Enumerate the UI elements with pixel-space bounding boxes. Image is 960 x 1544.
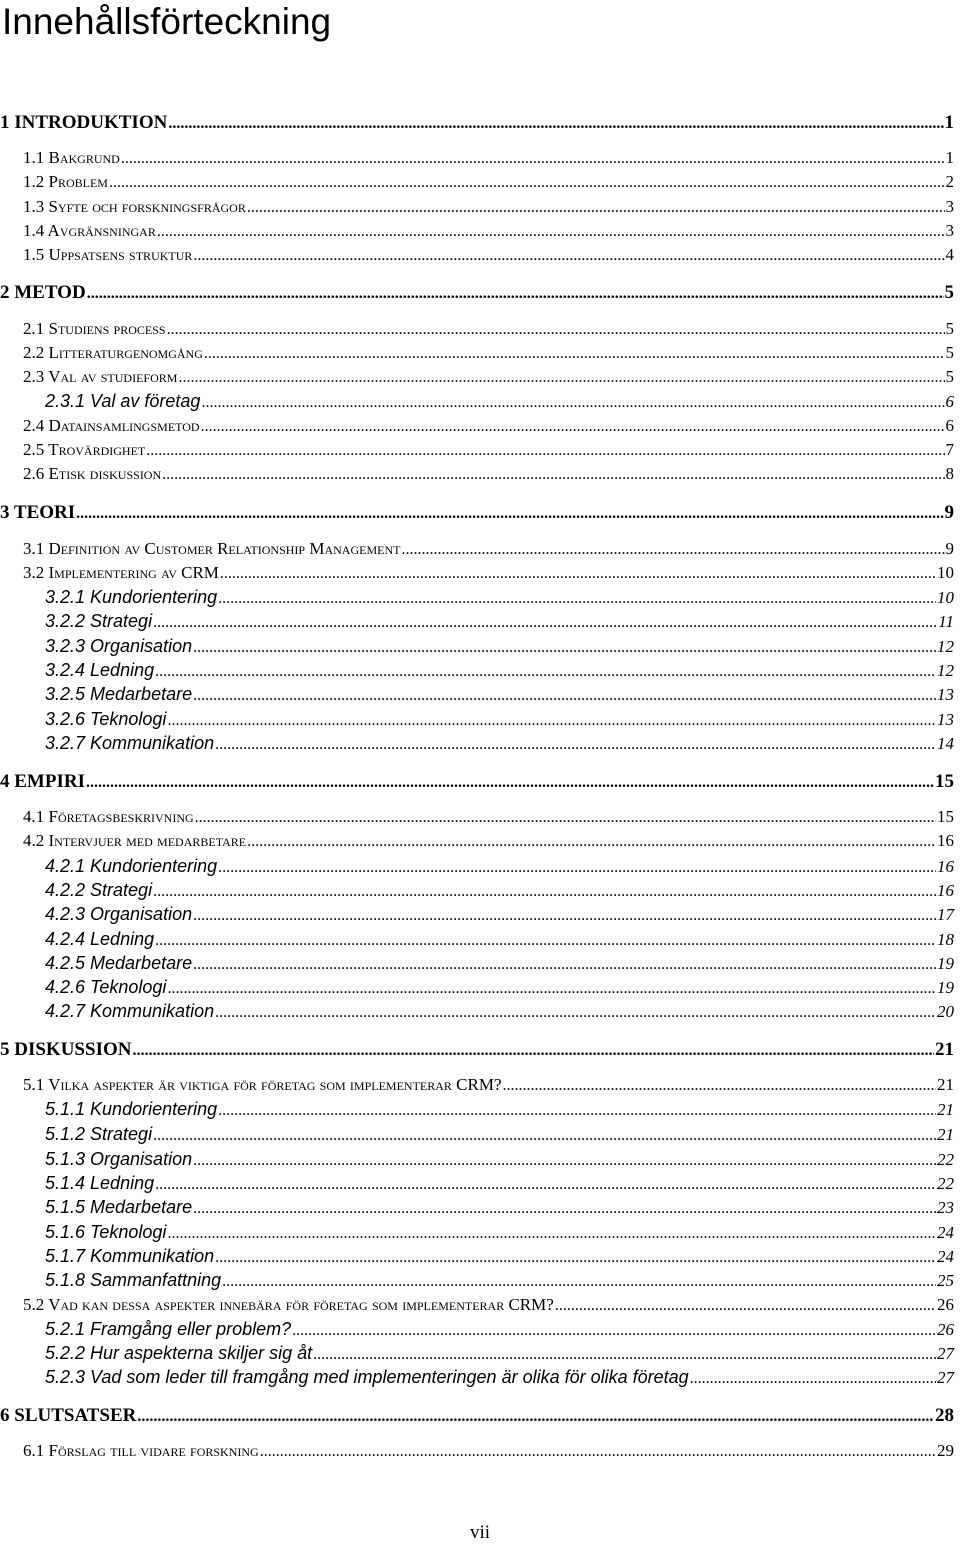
dot-leader [201, 394, 944, 412]
toc-subsection [45, 904, 954, 928]
toc-entry-label: 4.2.4 Ledning [45, 929, 155, 949]
toc-entry-page: 15 [937, 807, 954, 826]
dot-leader [86, 774, 934, 792]
toc-entry-page: 26 [937, 1320, 954, 1339]
toc-entry-page: 27 [937, 1344, 954, 1363]
dot-leader [153, 883, 936, 901]
dot-leader [157, 223, 945, 241]
toc-section [23, 148, 954, 172]
toc-entry-page: 13 [937, 710, 954, 729]
toc-entry-page: 13 [937, 685, 954, 704]
dot-leader [401, 541, 944, 559]
toc-entry-page: 10 [937, 588, 954, 607]
toc-entry-page: 19 [937, 978, 954, 997]
toc-section [23, 197, 954, 221]
toc-subsection [45, 880, 954, 904]
toc-entry-page: 19 [937, 954, 954, 973]
toc-entry-page: 23 [937, 1198, 954, 1217]
toc-entry-label: 3.2.2 Strategi [45, 611, 153, 631]
toc-chapter [0, 502, 954, 526]
toc-subsection [45, 587, 954, 611]
toc-section [23, 221, 954, 245]
toc-chapter [0, 112, 954, 136]
toc-entry-label: 5.1.5 Medarbetare [45, 1197, 193, 1217]
toc-entry-page: 18 [937, 930, 954, 949]
toc-subsection [45, 953, 954, 977]
toc-entry-label: 2.3.1 Val av företag [45, 391, 201, 411]
toc-section [23, 343, 954, 367]
dot-leader [247, 199, 945, 217]
dot-leader [167, 321, 945, 339]
toc-entry-label: 5.1 Vilka aspekter är viktiga för företag som implementerar CRM? [23, 1075, 502, 1094]
dot-leader [155, 1176, 936, 1194]
toc-subsection [45, 733, 954, 757]
toc-entry-page: 20 [937, 1002, 954, 1021]
toc-entry-label: 4.2.2 Strategi [45, 880, 153, 900]
toc-entry-label: 6 SLUTSATSER [0, 1405, 137, 1426]
dot-leader [204, 345, 945, 363]
dot-leader [222, 1273, 936, 1291]
toc-subsection [45, 1197, 954, 1221]
dot-leader [555, 1297, 936, 1315]
dot-leader [167, 1225, 936, 1243]
toc-entry-label: 3.2.1 Kundorientering [45, 587, 218, 607]
dot-leader [168, 115, 943, 133]
toc-entry-label: 6.1 Förslag till vidare forskning [23, 1441, 259, 1460]
toc-chapter [0, 1039, 954, 1063]
toc-entry-label: 2.2 Litteraturgenomgång [23, 343, 203, 362]
toc-entry-page: 24 [937, 1223, 954, 1242]
toc-section [23, 1441, 954, 1465]
toc-entry-page: 8 [945, 464, 954, 483]
toc-entry-label: 3.2 Implementering av CRM [23, 563, 219, 582]
toc-section [23, 464, 954, 488]
toc-entry-label: 5.2.2 Hur aspekterna skiljer sig åt [45, 1343, 313, 1363]
toc-subsection [45, 1124, 954, 1148]
toc-entry-label: 2.5 Trovärdighet [23, 440, 146, 459]
dot-leader [87, 285, 944, 303]
dot-leader [201, 418, 945, 436]
toc-entry-label: 4.1 Företagsbeskrivning [23, 807, 194, 826]
toc-subsection [45, 856, 954, 880]
toc-entry-label: 3.2.3 Organisation [45, 636, 193, 656]
toc-entry-page: 1 [944, 112, 954, 133]
dot-leader [690, 1370, 936, 1388]
toc-entry-page: 29 [937, 1441, 954, 1460]
dot-leader [137, 1408, 934, 1426]
toc-entry-label: 4.2 Intervjuer med medarbetare [23, 831, 247, 850]
toc-section [23, 416, 954, 440]
toc-subsection [45, 709, 954, 733]
toc-entry-page: 16 [937, 881, 954, 900]
toc-subsection [45, 1173, 954, 1197]
toc-entry-page: 26 [937, 1295, 954, 1314]
toc-entry-label: 2.3 Val av studieform [23, 367, 178, 386]
dot-leader [193, 247, 944, 265]
toc-subsection [45, 1001, 954, 1025]
toc-entry-label: 4.2.6 Teknologi [45, 977, 167, 997]
toc-entry-page: 11 [938, 612, 954, 631]
toc-subsection [45, 1343, 954, 1367]
toc-subsection [45, 977, 954, 1001]
toc-entry-page: 25 [937, 1271, 954, 1290]
dot-leader [155, 663, 936, 681]
toc-chapter [0, 771, 954, 795]
toc-entry-page: 12 [937, 661, 954, 680]
toc-subsection [45, 1099, 954, 1123]
toc-entry-page: 5 [944, 282, 954, 303]
toc-entry-page: 14 [937, 734, 954, 753]
toc-entry-label: 5.2.1 Framgång eller problem? [45, 1319, 292, 1339]
toc-entry-label: 3.2.6 Teknologi [45, 709, 167, 729]
toc-entry-label: 5.1.4 Ledning [45, 1173, 155, 1193]
toc-entry-label: 5.1.8 Sammanfattning [45, 1270, 222, 1290]
dot-leader [193, 687, 936, 705]
toc-entry-label: 3 TEORI [0, 502, 76, 523]
dot-leader [193, 1200, 936, 1218]
toc-entry-page: 21 [937, 1075, 954, 1094]
toc-entry-label: 5.2.3 Vad som leder till framgång med implementeringen är olika för olika företag [45, 1367, 689, 1387]
toc-entry-page: 6 [945, 416, 954, 435]
dot-leader [247, 833, 936, 851]
dot-leader [215, 1249, 936, 1267]
toc-entry-page: 3 [945, 197, 954, 216]
toc-entry-label: 4.2.7 Kommunikation [45, 1001, 215, 1021]
toc-entry-label: 4.2.3 Organisation [45, 904, 193, 924]
toc-entry-label: 4 EMPIRI [0, 771, 85, 792]
dot-leader [153, 1127, 936, 1145]
dot-leader [195, 809, 936, 827]
toc-entry-label: 5 DISKUSSION [0, 1039, 132, 1060]
dot-leader [260, 1443, 936, 1461]
toc-entry-page: 4 [945, 245, 954, 264]
dot-leader [503, 1077, 936, 1095]
toc-entry-label: 3.1 Definition av Customer Relationship Management [23, 539, 401, 558]
toc-entry-page: 1 [945, 148, 954, 167]
toc-entry-page: 16 [937, 857, 954, 876]
toc-subsection [45, 1246, 954, 1270]
dot-leader [76, 505, 943, 523]
toc-entry-page: 5 [945, 343, 954, 362]
toc-subsection [45, 1222, 954, 1246]
toc-section [23, 563, 954, 587]
toc-entry-label: 3.2.7 Kommunikation [45, 733, 215, 753]
toc-entry-label: 3.2.4 Ledning [45, 660, 155, 680]
toc-chapter [0, 1405, 954, 1429]
toc-subsection [45, 1319, 954, 1343]
dot-leader [146, 442, 944, 460]
toc-entry-label: 2.1 Studiens process [23, 319, 166, 338]
dot-leader [162, 466, 944, 484]
toc-section [23, 1295, 954, 1319]
toc-entry-page: 3 [945, 221, 954, 240]
toc-entry-page: 21 [935, 1039, 954, 1060]
toc-subsection [45, 660, 954, 684]
toc-entry-page: 15 [935, 771, 954, 792]
toc-entry-label: 5.1.7 Kommunikation [45, 1246, 215, 1266]
dot-leader [215, 736, 936, 754]
toc-entry-page: 16 [937, 831, 954, 850]
toc-section [23, 440, 954, 464]
toc-section [23, 367, 954, 391]
toc-entry-label: 1 INTRODUKTION [0, 112, 168, 133]
toc-entry-page: 5 [945, 367, 954, 386]
toc-entry-label: 4.2.1 Kundorientering [45, 856, 218, 876]
toc-entry-label: 3.2.5 Medarbetare [45, 684, 193, 704]
toc-entry-label: 5.2 Vad kan dessa aspekter innebära för företag som implementerar CRM? [23, 1295, 554, 1314]
toc-entry-label: 2 METOD [0, 282, 86, 303]
toc-entry-page: 5 [945, 319, 954, 338]
dot-leader [193, 956, 936, 974]
toc-section [23, 807, 954, 831]
dot-leader [167, 712, 936, 730]
dot-leader [153, 614, 937, 632]
toc-entry-page: 27 [937, 1368, 954, 1387]
toc-entry-page: 6 [945, 392, 954, 411]
toc-entry-page: 17 [937, 905, 954, 924]
toc-section [23, 539, 954, 563]
toc-entry-label: 1.3 Syfte och forskningsfrågor [23, 197, 246, 216]
toc-subsection [45, 1270, 954, 1294]
toc-entry-label: 2.6 Etisk diskussion [23, 464, 162, 483]
toc-subsection [45, 611, 954, 635]
toc-entry-label: 5.1.6 Teknologi [45, 1222, 167, 1242]
toc-subsection [45, 391, 954, 415]
toc-entry-page: 9 [944, 502, 954, 523]
toc-subsection [45, 636, 954, 660]
toc-entry-label: 5.1.1 Kundorientering [45, 1099, 218, 1119]
toc-entry-page: 28 [935, 1405, 954, 1426]
toc-entry-label: 2.4 Datainsamlingsmetod [23, 416, 200, 435]
dot-leader [109, 174, 945, 192]
toc-chapter [0, 282, 954, 306]
dot-leader [215, 1004, 936, 1022]
dot-leader [193, 1152, 936, 1170]
toc-entry-page: 24 [937, 1247, 954, 1266]
dot-leader [193, 907, 936, 925]
toc-section [23, 1075, 954, 1099]
toc-entry-page: 10 [937, 563, 954, 582]
toc-entry-label: 5.1.3 Organisation [45, 1149, 193, 1169]
toc-entry-page: 9 [945, 539, 954, 558]
dot-leader [132, 1042, 934, 1060]
toc-entry-label: 4.2.5 Medarbetare [45, 953, 193, 973]
dot-leader [155, 932, 936, 950]
toc-entry-label: 5.1.2 Strategi [45, 1124, 153, 1144]
toc-entry-page: 22 [937, 1174, 954, 1193]
toc-section [23, 319, 954, 343]
page-title: Innehållsförteckning [2, 1, 332, 42]
toc-section [23, 245, 954, 269]
dot-leader [218, 1102, 936, 1120]
toc-entry-page: 12 [937, 637, 954, 656]
toc-section [23, 831, 954, 855]
dot-leader [218, 859, 936, 877]
dot-leader [178, 369, 944, 387]
toc-entry-label: 1.4 Avgränsningar [23, 221, 156, 240]
toc-entry-page: 7 [945, 440, 954, 459]
dot-leader [292, 1322, 936, 1340]
toc-entry-page: 21 [937, 1100, 954, 1119]
toc-entry-page: 22 [937, 1150, 954, 1169]
dot-leader [193, 639, 936, 657]
dot-leader [121, 150, 945, 168]
toc-entry-label: 1.5 Uppsatsens struktur [23, 245, 193, 264]
toc-entry-label: 1.1 Bakgrund [23, 148, 120, 167]
dot-leader [167, 980, 936, 998]
page-number: vii [469, 1522, 491, 1543]
toc-subsection [45, 1149, 954, 1173]
toc-subsection [45, 1367, 954, 1391]
dot-leader [313, 1346, 936, 1364]
toc-subsection [45, 929, 954, 953]
toc-entry-label: 1.2 Problem [23, 172, 108, 191]
toc-subsection [45, 684, 954, 708]
dot-leader [218, 590, 936, 608]
toc-entry-page: 2 [945, 172, 954, 191]
toc-entry-page: 21 [937, 1125, 954, 1144]
dot-leader [220, 565, 936, 583]
toc-section [23, 172, 954, 196]
